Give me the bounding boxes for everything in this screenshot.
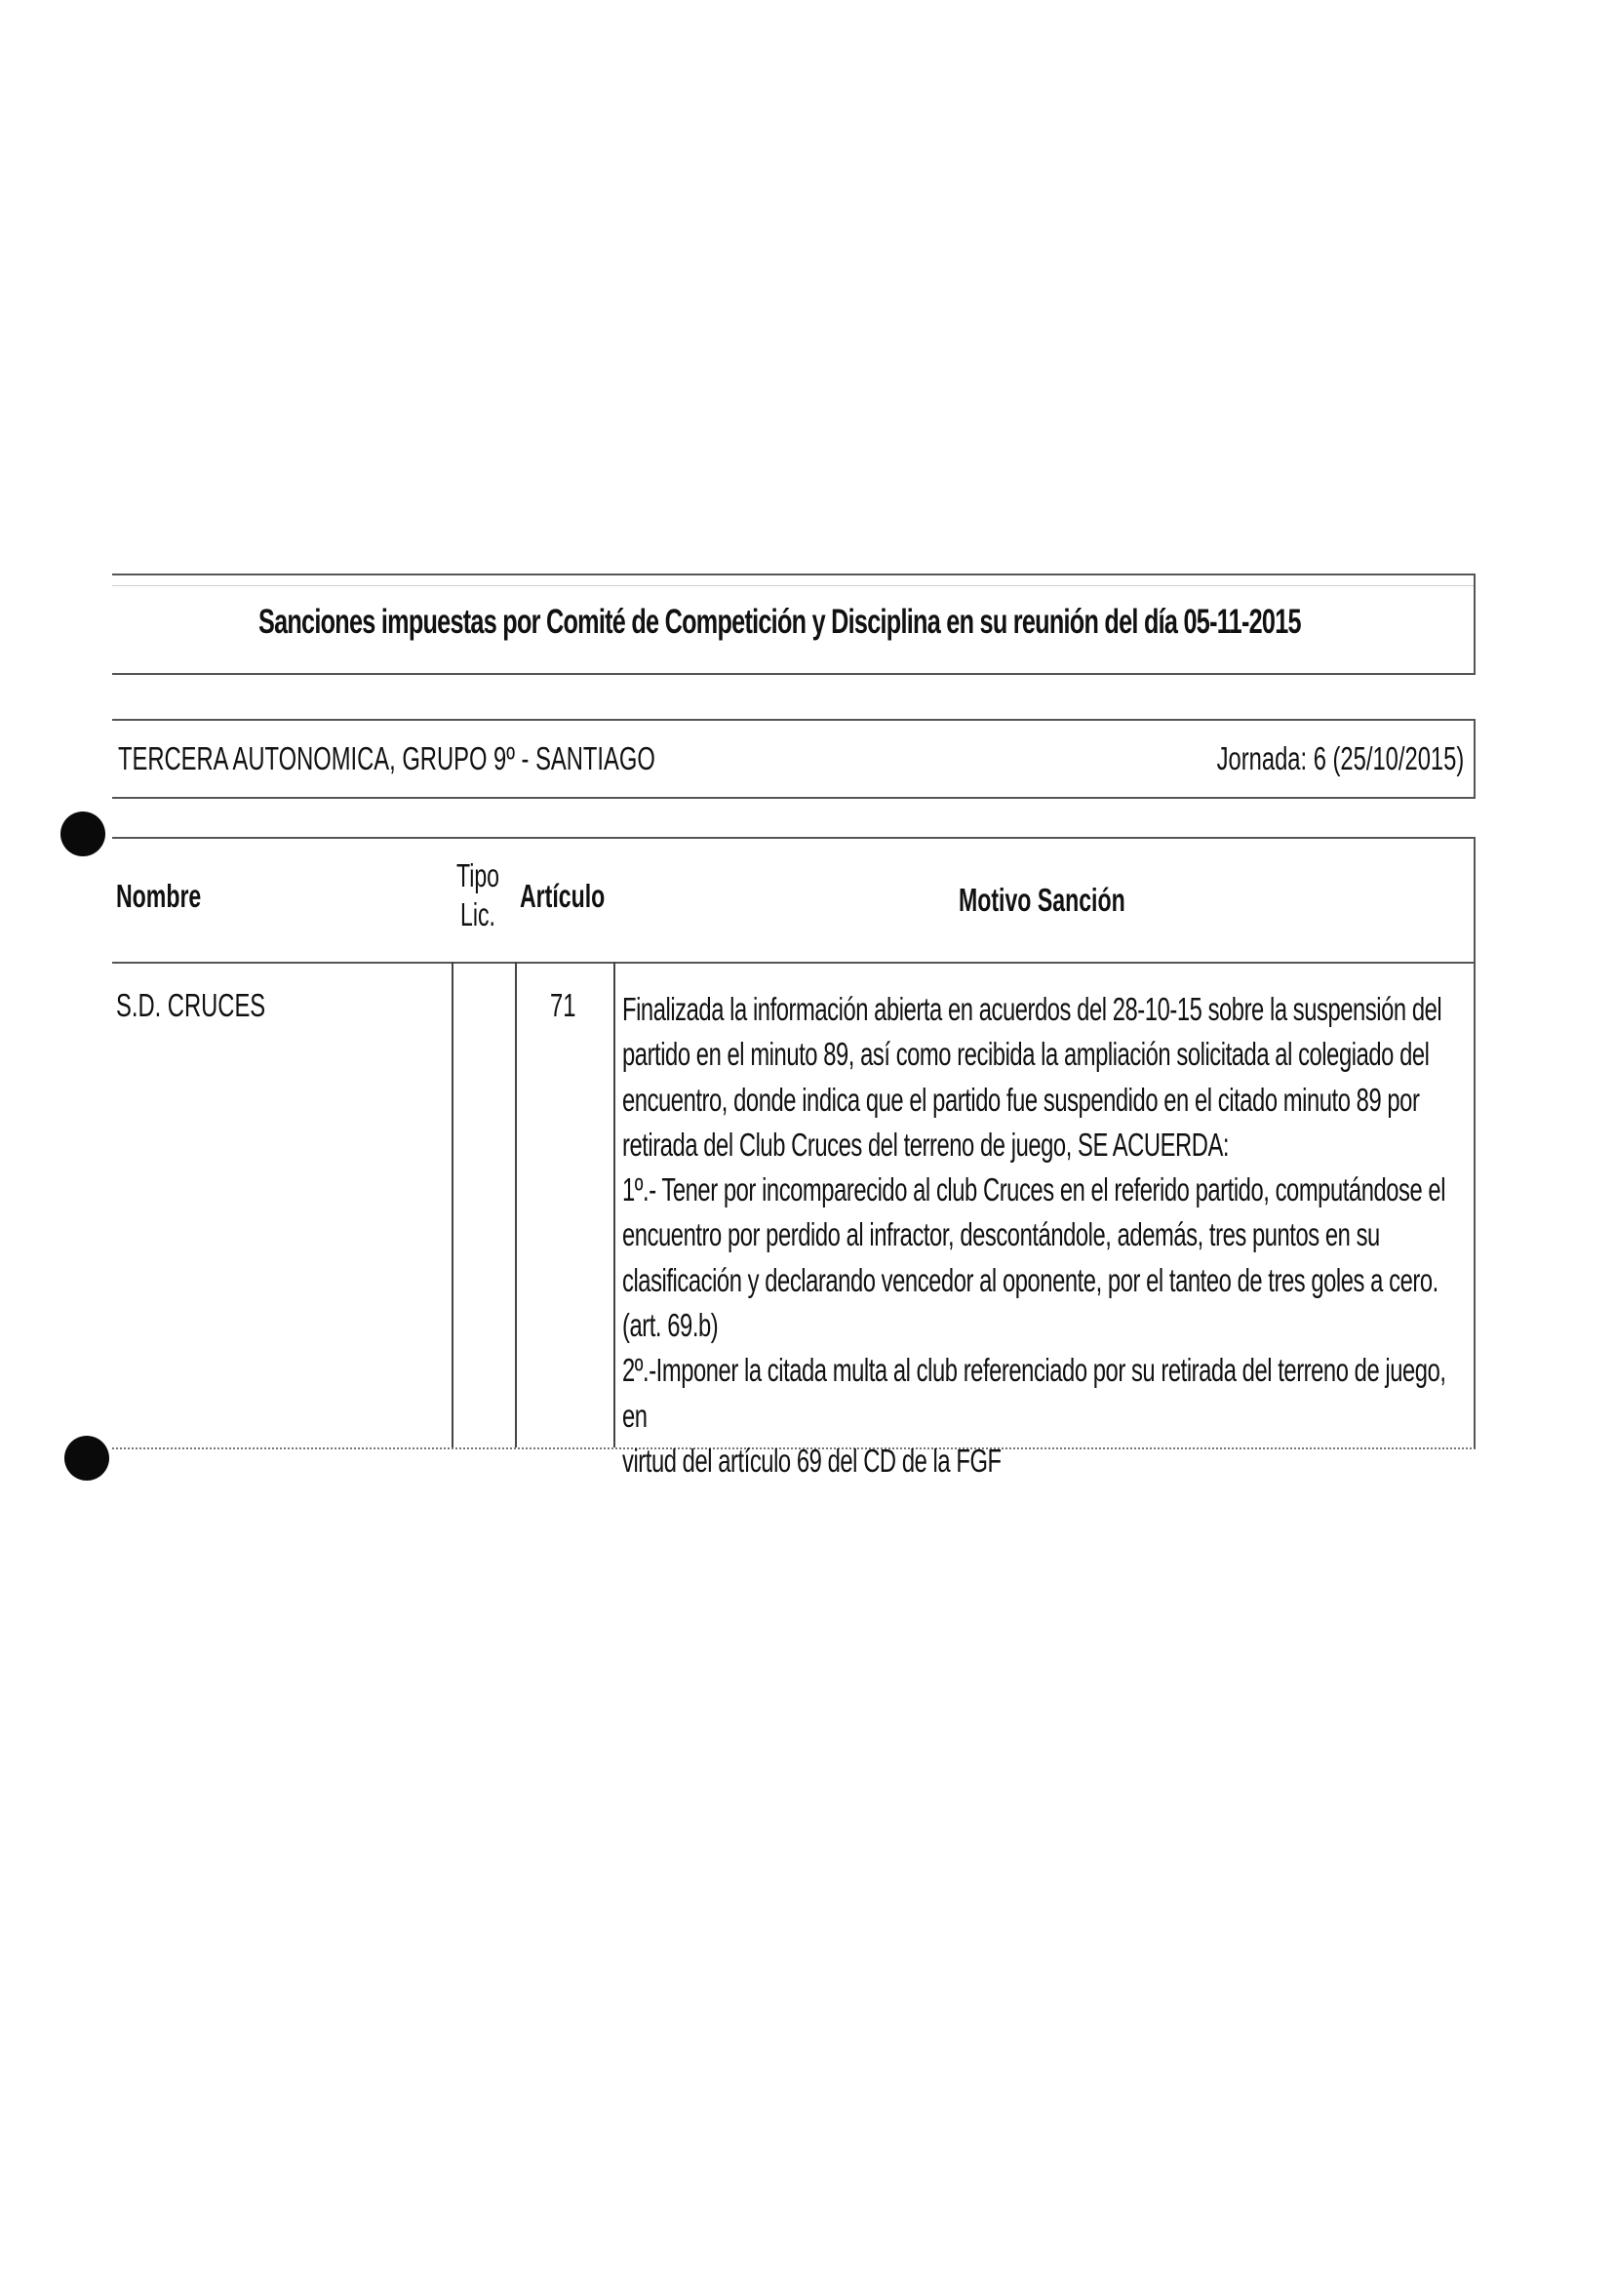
column-header-tipo-line1: Tipo — [455, 857, 500, 893]
column-divider-3 — [613, 962, 615, 1447]
column-header-tipo-lic — [444, 856, 512, 934]
competition-name: TERCERA AUTONOMICA, GRUPO 9º - SANTIAGO — [118, 740, 655, 776]
cell-articulo: 71 — [550, 987, 576, 1023]
column-divider-1 — [452, 962, 453, 1447]
title-box — [112, 574, 1476, 675]
binder-hole-bottom — [64, 1436, 109, 1481]
sanctions-table — [112, 837, 1476, 1479]
round-info: Jornada: 6 (25/10/2015) — [1216, 740, 1464, 776]
column-header-tipo-line2: Lic. — [460, 896, 495, 932]
page-title: Sanciones impuestas por Comité de Competición y Disciplina en su reunión del día 05-11-2015 — [258, 603, 1301, 641]
cell-nombre: S.D. CRUCES — [116, 987, 266, 1023]
cell-motivo: Finalizada la información abierta en acuerdos del 28-10-15 sobre la suspensión del partido en el minuto 89, así como recibida la ampliación solicitada al colegiado del encuentro, donde indica que el partido fue suspendido en el citado minuto 89 por retirada del Club Cruces del terreno de juego, SE ACUERDA: 1º.- Tener por incomparecido al club Cruces en el referido partido, computándose el encuentro por perdido al infractor, descontándole, además, tres puntos en su clasificación y declarando vencedor al oponente, por el tanteo de tres goles a cero. (art. 69.b) 2º.-Imponer la citada multa al club referenciado por su retirada del terreno de juego, en virtud del artículo 69 del CD de la FGF — [622, 991, 1446, 1479]
column-header-nombre: Nombre — [116, 878, 202, 914]
title-top-rule — [112, 585, 1474, 586]
header-divider — [112, 962, 1474, 964]
column-header-motivo: Motivo Sanción — [959, 882, 1125, 918]
competition-box — [112, 719, 1476, 799]
column-divider-2 — [515, 962, 517, 1447]
binder-hole-top — [60, 812, 105, 856]
column-header-articulo: Artículo — [520, 878, 606, 914]
